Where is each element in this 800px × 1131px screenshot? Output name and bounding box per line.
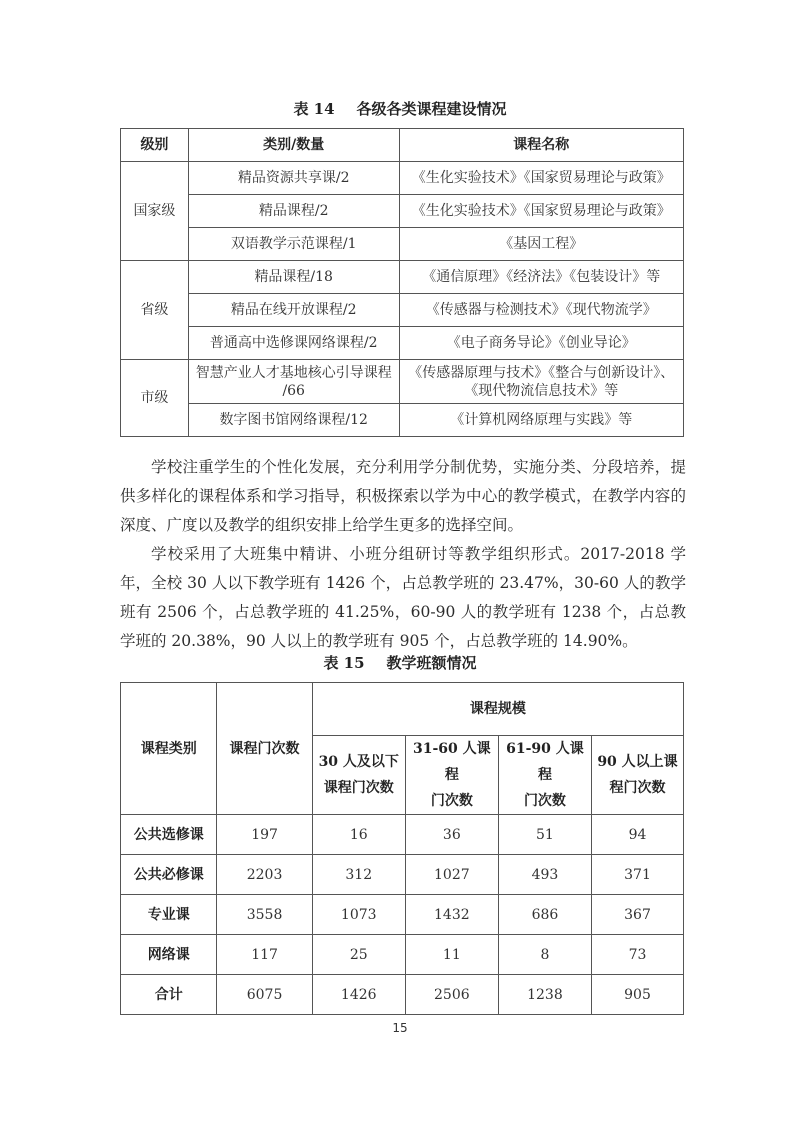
courses-cell <box>399 360 683 404</box>
page-number: 15 <box>392 1021 408 1035</box>
category-cell <box>188 360 399 404</box>
scale-90-plus-cell: 367 <box>591 895 683 935</box>
scale-30-cell: 1073 <box>312 895 405 935</box>
table-header-row <box>121 683 684 736</box>
scale-30-cell: 312 <box>312 855 405 895</box>
total-cell: 2203 <box>217 855 312 895</box>
table-row <box>121 261 684 294</box>
table-row <box>121 895 684 935</box>
header-line: 31-60 人课程 <box>413 741 491 783</box>
category-cell: 双语教学示范课程/1 <box>188 228 399 261</box>
table-header-row <box>121 129 684 162</box>
courses-cell: 《通信原理》《经济法》《包装设计》等 <box>399 261 683 294</box>
header-scale-30 <box>312 736 405 815</box>
table-row <box>121 327 684 360</box>
header-line: 30 人及以下 <box>318 754 399 770</box>
total-cell: 197 <box>217 815 312 855</box>
scale-61-90-cell: 493 <box>498 855 591 895</box>
table15-caption-title: 教学班额情况 <box>386 654 477 672</box>
table-row <box>121 294 684 327</box>
courses-cell: 《计算机网络原理与实践》等 <box>399 404 683 437</box>
scale-31-60-cell: 1027 <box>405 855 498 895</box>
table14-caption <box>0 98 800 119</box>
table-row <box>121 162 684 195</box>
scale-90-plus-cell: 73 <box>591 935 683 975</box>
header-scale-90-plus <box>591 736 683 815</box>
category-cell: 合计 <box>121 975 217 1015</box>
table-row <box>121 815 684 855</box>
table-row <box>121 404 684 437</box>
category-cell: 公共必修课 <box>121 855 217 895</box>
total-cell: 117 <box>217 935 312 975</box>
course-construction-table <box>120 128 684 437</box>
header-course-scale: 课程规模 <box>312 683 683 736</box>
header-category-count: 类别/数量 <box>188 129 399 162</box>
header-course-category: 课程类别 <box>121 683 217 815</box>
header-scale-31-60 <box>405 736 498 815</box>
category-line: 智慧产业人才基地核心引导课程 <box>195 364 392 381</box>
table-row <box>121 935 684 975</box>
level-cell: 省级 <box>121 261 189 360</box>
category-cell: 公共选修课 <box>121 815 217 855</box>
table-row <box>121 855 684 895</box>
scale-31-60-cell: 36 <box>405 815 498 855</box>
category-cell: 精品资源共享课/2 <box>188 162 399 195</box>
header-line: 门次数 <box>430 793 473 809</box>
level-cell: 国家级 <box>121 162 189 261</box>
category-line: /66 <box>282 382 305 399</box>
table-row <box>121 195 684 228</box>
scale-30-cell: 16 <box>312 815 405 855</box>
header-course-name: 课程名称 <box>399 129 683 162</box>
total-cell: 3558 <box>217 895 312 935</box>
table15-caption <box>0 652 800 673</box>
header-line: 61-90 人课程 <box>506 741 584 783</box>
category-cell: 精品在线开放课程/2 <box>188 294 399 327</box>
class-size-table <box>120 682 684 1015</box>
header-line: 课程门次数 <box>323 780 394 796</box>
courses-cell: 《电子商务导论》《创业导论》 <box>399 327 683 360</box>
scale-31-60-cell: 1432 <box>405 895 498 935</box>
category-cell: 普通高中选修课网络课程/2 <box>188 327 399 360</box>
scale-61-90-cell: 51 <box>498 815 591 855</box>
courses-cell: 《生化实验技术》《国家贸易理论与政策》 <box>399 162 683 195</box>
scale-31-60-cell: 2506 <box>405 975 498 1015</box>
category-cell: 专业课 <box>121 895 217 935</box>
table14-caption-title: 各级各类课程建设情况 <box>356 100 507 118</box>
courses-cell: 《基因工程》 <box>399 228 683 261</box>
courses-line: 《现代物流信息技术》等 <box>464 382 619 399</box>
table14-caption-number: 表 14 <box>293 100 335 118</box>
courses-cell: 《生化实验技术》《国家贸易理论与政策》 <box>399 195 683 228</box>
category-cell: 精品课程/2 <box>188 195 399 228</box>
total-cell: 6075 <box>217 975 312 1015</box>
level-cell: 市级 <box>121 360 189 437</box>
category-cell: 精品课程/18 <box>188 261 399 294</box>
scale-31-60-cell: 11 <box>405 935 498 975</box>
header-line: 90 人以上课 <box>597 754 678 770</box>
header-line: 程门次数 <box>609 780 666 796</box>
courses-line: 《传感器原理与技术》《整合与创新设计》、 <box>408 364 675 381</box>
header-level: 级别 <box>121 129 189 162</box>
header-scale-61-90 <box>498 736 591 815</box>
scale-90-plus-cell: 371 <box>591 855 683 895</box>
courses-cell: 《传感器与检测技术》《现代物流学》 <box>399 294 683 327</box>
header-course-total: 课程门次数 <box>217 683 312 815</box>
table15-caption-number: 表 15 <box>323 654 365 672</box>
header-line: 门次数 <box>523 793 566 809</box>
body-paragraph: 学校采用了大班集中精讲、小班分组研讨等教学组织形式。2017-2018 学年，全校 30 人以下教学班有 1426 个，占总教学班的 23.47%，30-60 人的教学班有 2506 个，占总教学班的 41.25%，60-90 人的教学班有 1238 个，占总教学班的 20.38%，90 人以上的教学班有 905 个，占总教学班的 14.90%。 <box>120 545 686 650</box>
scale-61-90-cell: 686 <box>498 895 591 935</box>
category-cell: 数字图书馆网络课程/12 <box>188 404 399 437</box>
scale-61-90-cell: 8 <box>498 935 591 975</box>
table-row <box>121 975 684 1015</box>
body-paragraph: 学校注重学生的个性化发展，充分利用学分制优势，实施分类、分段培养，提供多样化的课程体系和学习指导，积极探索以学为中心的教学模式，在教学内容的深度、广度以及教学的组织安排上给学生更多的选择空间。 <box>120 458 686 534</box>
scale-90-plus-cell: 905 <box>591 975 683 1015</box>
table-row <box>121 228 684 261</box>
table-row <box>121 360 684 404</box>
scale-30-cell: 25 <box>312 935 405 975</box>
category-cell: 网络课 <box>121 935 217 975</box>
scale-30-cell: 1426 <box>312 975 405 1015</box>
scale-61-90-cell: 1238 <box>498 975 591 1015</box>
scale-90-plus-cell: 94 <box>591 815 683 855</box>
